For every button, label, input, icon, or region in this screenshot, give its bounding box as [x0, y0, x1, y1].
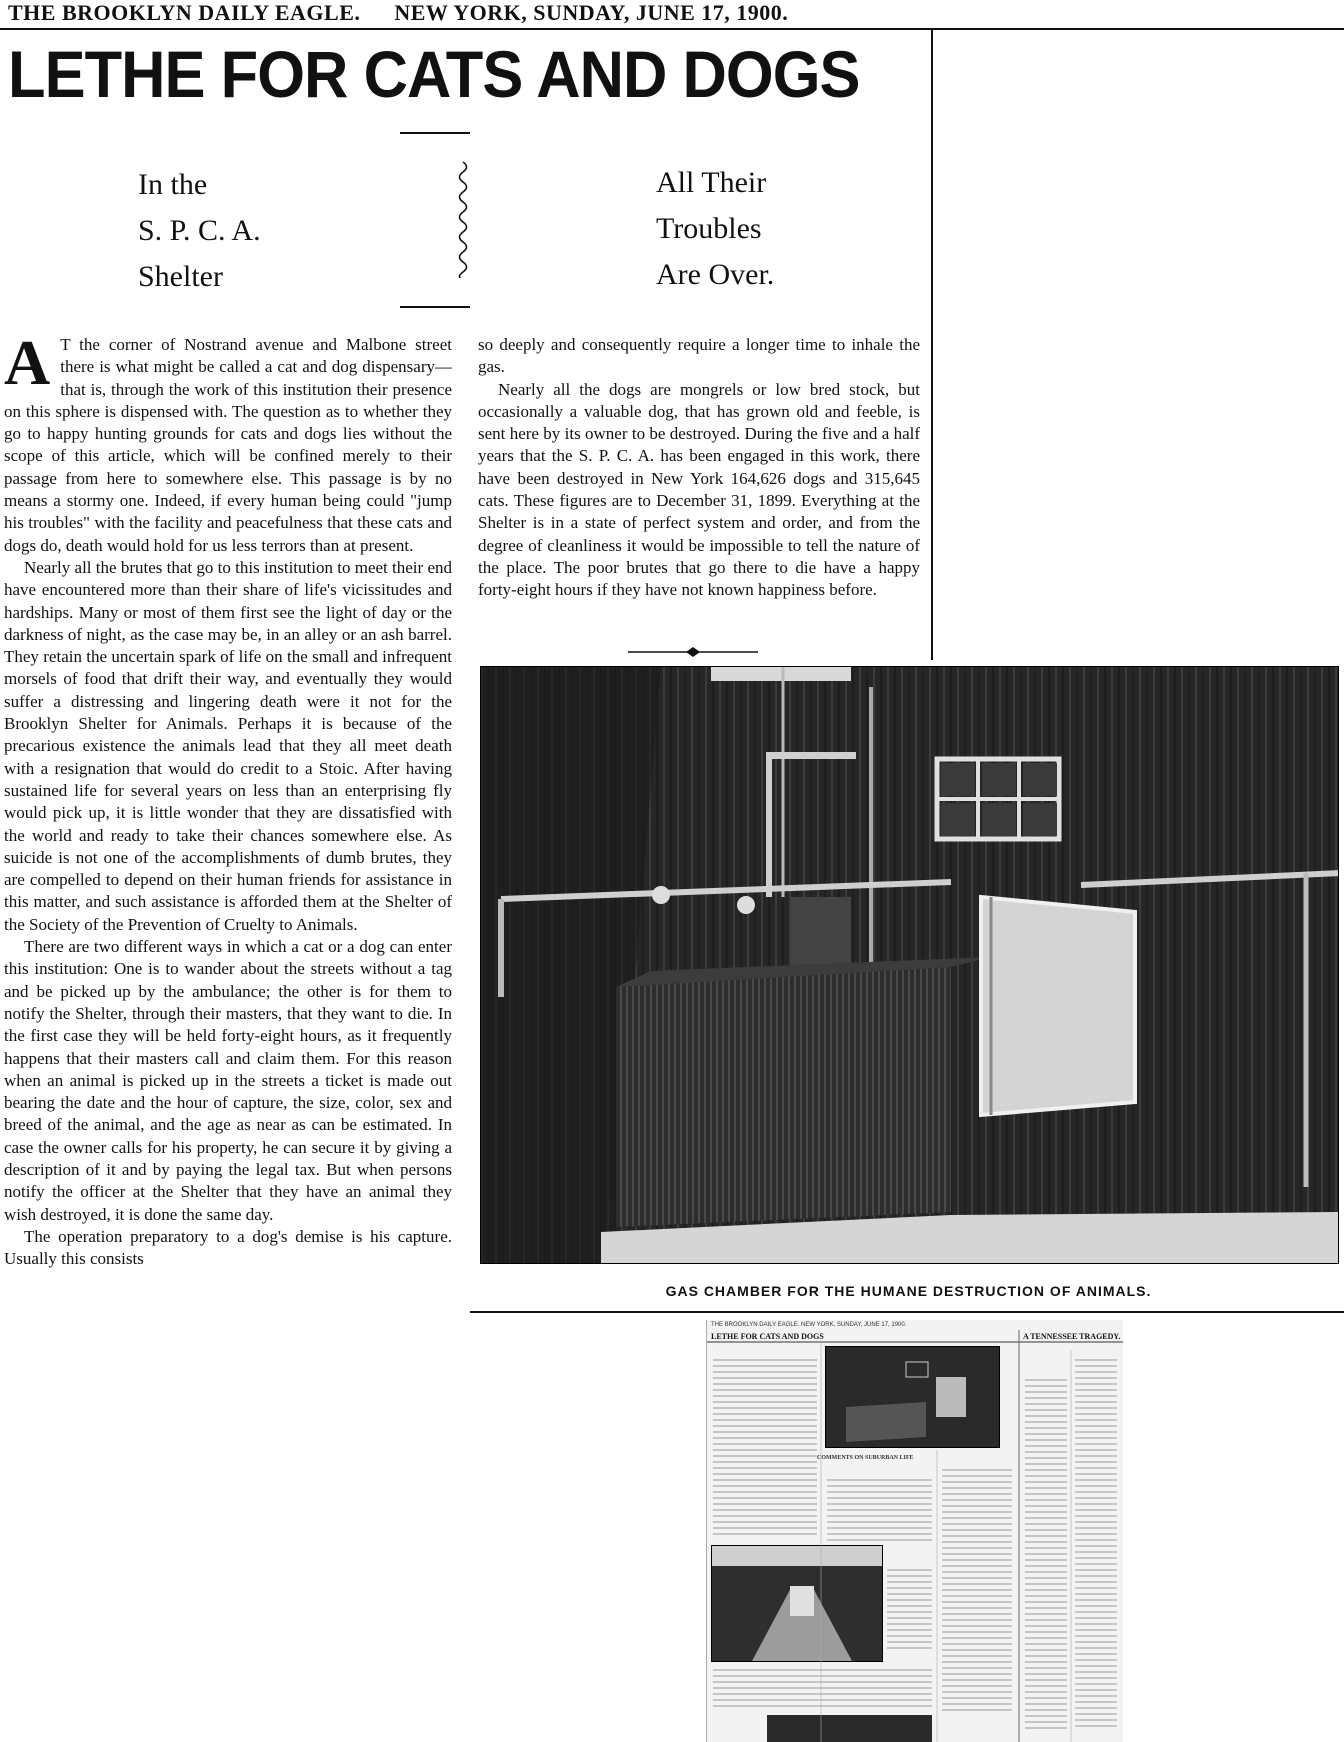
headline-rule: [400, 132, 470, 134]
masthead-paper-name: THE BROOKLYN DAILY EAGLE.: [8, 0, 361, 25]
headline: LETHE FOR CATS AND DOGS: [8, 37, 860, 111]
masthead-rule: [0, 28, 1344, 30]
article-paragraph: The operation preparatory to a dog's demise is his capture. Usually this consists: [4, 1226, 452, 1269]
deck-right-line-3: Are Over.: [656, 258, 775, 291]
article-paragraph: Nearly all the brutes that go to this institution to meet their end have encountered more than their share of life's vicissitudes and hardships. Many or most of them first see the light of day or the darkness of night, as the case may be, in an alley or an ash barrel. They retain the uncertain spark of life on the small and infrequent morsels of food that drift their way, and eventually they would suffer a distressing and lingering death were it not for the Brooklyn Shelter for Animals. Perhaps it is because of the precarious existence the animals lead that they all meet death with a resignation that would do credit to a Stoic. After having sustained life for several years on less than an enterprising fly would pick up, it is little wonder that they are dissatisfied with the world and ready to take their chances somewhere else. As suicide is not one of the accomplishments of dumb brutes, they are compelled to depend on their human friends for assistance in this matter, and such assistance is afforded them at the Shelter of the Society of the Prevention of Cruelty to Animals.: [4, 557, 452, 934]
thumbnail-title-right: A TENNESSEE TRAGEDY.: [1023, 1332, 1121, 1341]
article-paragraph: There are two different ways in which a cat or a dog can enter this institution: One is to wander about the streets without a tag and be picked up by the ambulance; the other is for them to notify the Shelter, through their masters, that they want to die. In the first case they will be held forty-eight hours, as it frequently happens that their masters call and claim them. For this reason when an animal is picked up in the streets a ticket is made out bearing the date and the hour of capture, the size, color, sex and breed of the animal, and the age as near as can be estimated. In case the owner calls for his property, he can secure it by giving a description of it and by paying the legal tax. But when persons notify the officer at the Shelter that they have an animal they wish destroyed, it is done the same day.: [4, 937, 452, 1224]
figure-caption: GAS CHAMBER FOR THE HUMANE DESTRUCTION OF ANIMALS.: [665, 1283, 1152, 1299]
drop-cap: A: [4, 334, 51, 398]
thumbnail-text-texture: [707, 1320, 1123, 1742]
deck-right-line-2: Troubles: [656, 212, 762, 245]
photo-illustration: [481, 667, 1338, 1263]
thumbnail-title-left: LETHE FOR CATS AND DOGS: [711, 1332, 824, 1341]
deck-rule: [400, 306, 470, 308]
masthead: [8, 0, 1008, 25]
section-rule: [470, 1311, 1344, 1313]
thumbnail-section-title: COMMENTS ON SUBURBAN LIFE: [817, 1455, 914, 1461]
wavy-divider-ornament: [452, 160, 474, 278]
deck-left-line-3: Shelter: [138, 260, 223, 293]
deck-right-line-1: All Their: [656, 166, 767, 199]
deck-left-line-1: In the: [138, 168, 208, 201]
masthead-dateline: NEW YORK, SUNDAY, JUNE 17, 1900.: [394, 0, 789, 25]
article-column-2: [478, 334, 920, 644]
article-paragraph: Nearly all the dogs are mongrels or low bred stock, but occasionally a valuable dog, that has grown old and feeble, is sent here by its owner to be destroyed. During the five and a half years that the S. P. C. A. has been engaged in this work, there have been destroyed in New York 164,626 dogs and 315,645 cats. These figures are to December 31, 1899. Everything at the Shelter is in a state of perfect system and order, and from the degree of cleanliness it would be impossible to tell the nature of the place. The poor brutes that go there to die have a happy forty-eight hours if they have not known happiness before.: [478, 379, 920, 600]
article-paragraph: so deeply and consequently require a longer time to inhale the gas.: [478, 335, 920, 377]
column-divider: [931, 30, 933, 660]
end-of-article-ornament: [628, 646, 758, 658]
deck-left-line-2: S. P. C. A.: [138, 214, 261, 247]
article-paragraph: A T the corner of Nostrand avenue and Malbone street there is what might be called a cat and dog dispensary—that is, through the work of this institution their presence on this sphere is dispensed with. The question as to whether they go to happy hunting grounds for cats and dogs lies without the scope of this article, which will be confined merely to their passage from here to somewhere else. This passage is by no means a stormy one. Indeed, if every human being could "jump his troubles" with the facility and peacefulness that these cats and dogs do, death would hold for us less terrors than at present.: [4, 334, 452, 555]
page-thumbnail: [706, 1320, 1123, 1742]
deck-left: [138, 162, 261, 300]
deck-right: [656, 160, 774, 298]
gas-chamber-photograph: [480, 666, 1339, 1264]
article-column-1: [4, 334, 452, 1742]
thumbnail-masthead: THE BROOKLYN DAILY EAGLE. NEW YORK, SUNDAY, JUNE 17, 1900.: [711, 1322, 907, 1328]
